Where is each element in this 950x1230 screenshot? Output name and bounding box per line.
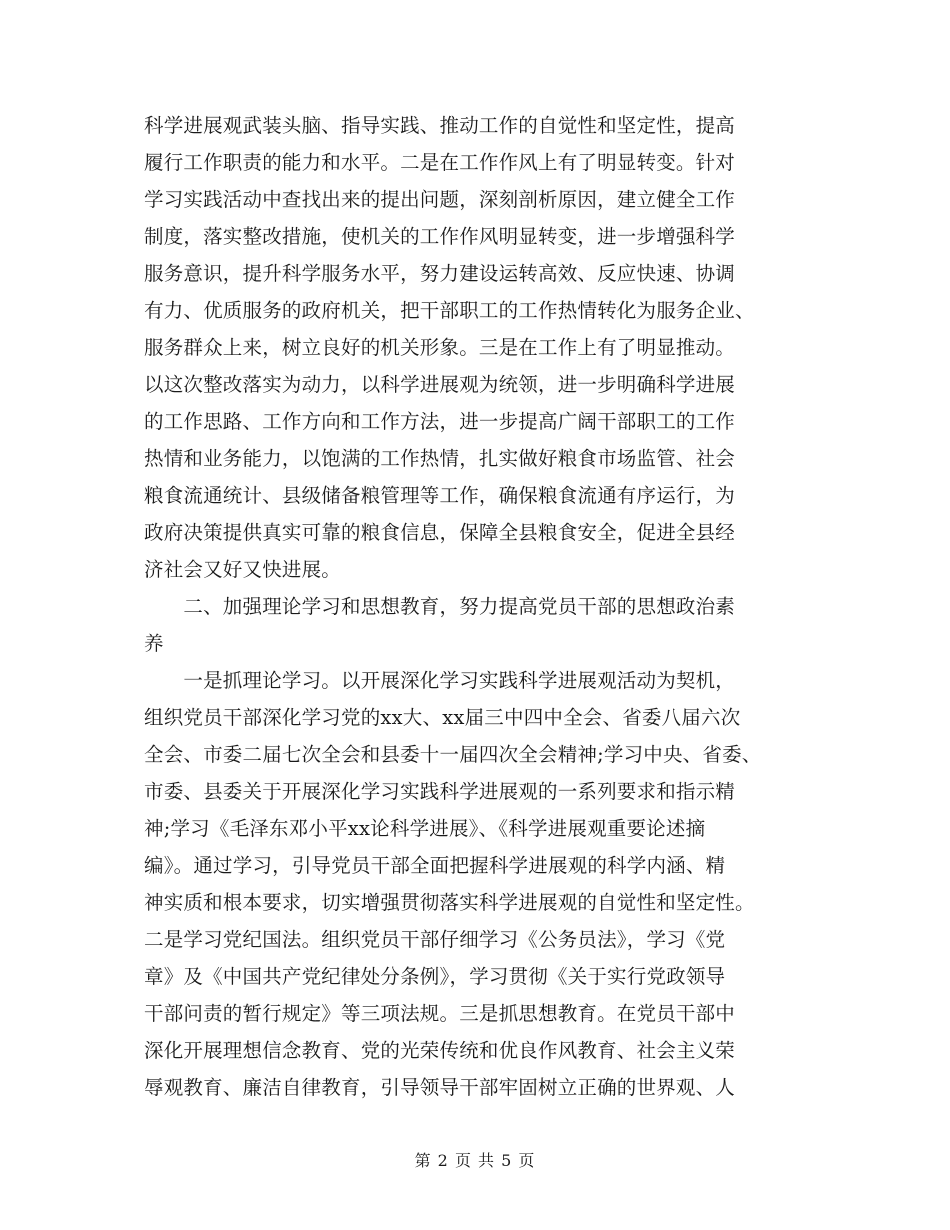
body-text-line: 深化开展理想信念教育、党的光荣传统和优良作风教育、社会主义荣 xyxy=(144,1039,736,1062)
section-heading-line: 养 xyxy=(144,632,164,655)
body-text-line: 服务群众上来，树立良好的机关形象。三是在工作上有了明显推动。 xyxy=(144,336,736,359)
body-text-line: 干部问责的暂行规定》等三项法规。三是抓思想教育。在党员干部中 xyxy=(144,1002,736,1025)
body-text-line: 全会、市委二届七次全会和县委十一届四次全会精神;学习中央、省委、 xyxy=(144,743,762,766)
body-text-line: 服务意识，提升科学服务水平，努力建设运转高效、反应快速、协调 xyxy=(144,262,736,285)
body-text-line: 粮食流通统计、县级储备粮管理等工作，确保粮食流通有序运行，为 xyxy=(144,484,736,507)
body-text-line: 政府决策提供真实可靠的粮食信息，保障全县粮食安全，促进全县经 xyxy=(144,521,736,544)
body-text-line: 履行工作职责的能力和水平。二是在工作作风上有了明显转变。针对 xyxy=(144,151,736,174)
section-heading-line: 二、加强理论学习和思想教育，努力提高党员干部的思想政治素 xyxy=(144,595,736,618)
body-text-line: 有力、优质服务的政府机关，把干部职工的工作热情转化为服务企业、 xyxy=(144,299,755,322)
body-text-line: 章》及《中国共产党纪律处分条例》，学习贯彻《关于实行党政领导 xyxy=(144,965,726,988)
body-text-line: 编》。通过学习，引导党员干部全面把握科学进展观的科学内涵、精 xyxy=(144,854,726,877)
body-text-line: 组织党员干部深化学习党的xx大、xx届三中四中全会、省委八届六次 xyxy=(144,706,741,729)
body-text-line: 以这次整改落实为动力，以科学进展观为统领，进一步明确科学进展 xyxy=(144,373,736,396)
body-text-line: 热情和业务能力，以饱满的工作热情，扎实做好粮食市场监管、社会 xyxy=(144,447,736,470)
body-text-line: 科学进展观武装头脑、指导实践、推动工作的自觉性和坚定性，提高 xyxy=(144,114,736,137)
body-text-line: 一是抓理论学习。以开展深化学习实践科学进展观活动为契机， xyxy=(144,669,736,692)
body-text-line: 制度，落实整改措施，使机关的工作作风明显转变，进一步增强科学 xyxy=(144,225,736,248)
body-text-line: 神实质和根本要求，切实增强贯彻落实科学进展观的自觉性和坚定性。 xyxy=(144,891,755,914)
body-text-line: 市委、县委关于开展深化学习实践科学进展观的一系列要求和指示精 xyxy=(144,780,736,803)
body-text-line: 神;学习《毛泽东邓小平xx论科学进展》、《科学进展观重要论述摘 xyxy=(144,817,706,840)
body-text-line: 辱观教育、廉洁自律教育，引导领导干部牢固树立正确的世界观、人 xyxy=(144,1076,736,1099)
body-text-line: 学习实践活动中查找出来的提出问题，深刻剖析原因，建立健全工作 xyxy=(144,188,736,211)
body-text-line: 二是学习党纪国法。组织党员干部仔细学习《公务员法》，学习《党 xyxy=(144,928,726,951)
body-text-line: 济社会又好又快进展。 xyxy=(144,558,342,581)
page-number-footer: 第 2 页 共 5 页 xyxy=(414,1151,536,1170)
body-text-line: 的工作思路、工作方向和工作方法，进一步提高广阔干部职工的工作 xyxy=(144,410,736,433)
